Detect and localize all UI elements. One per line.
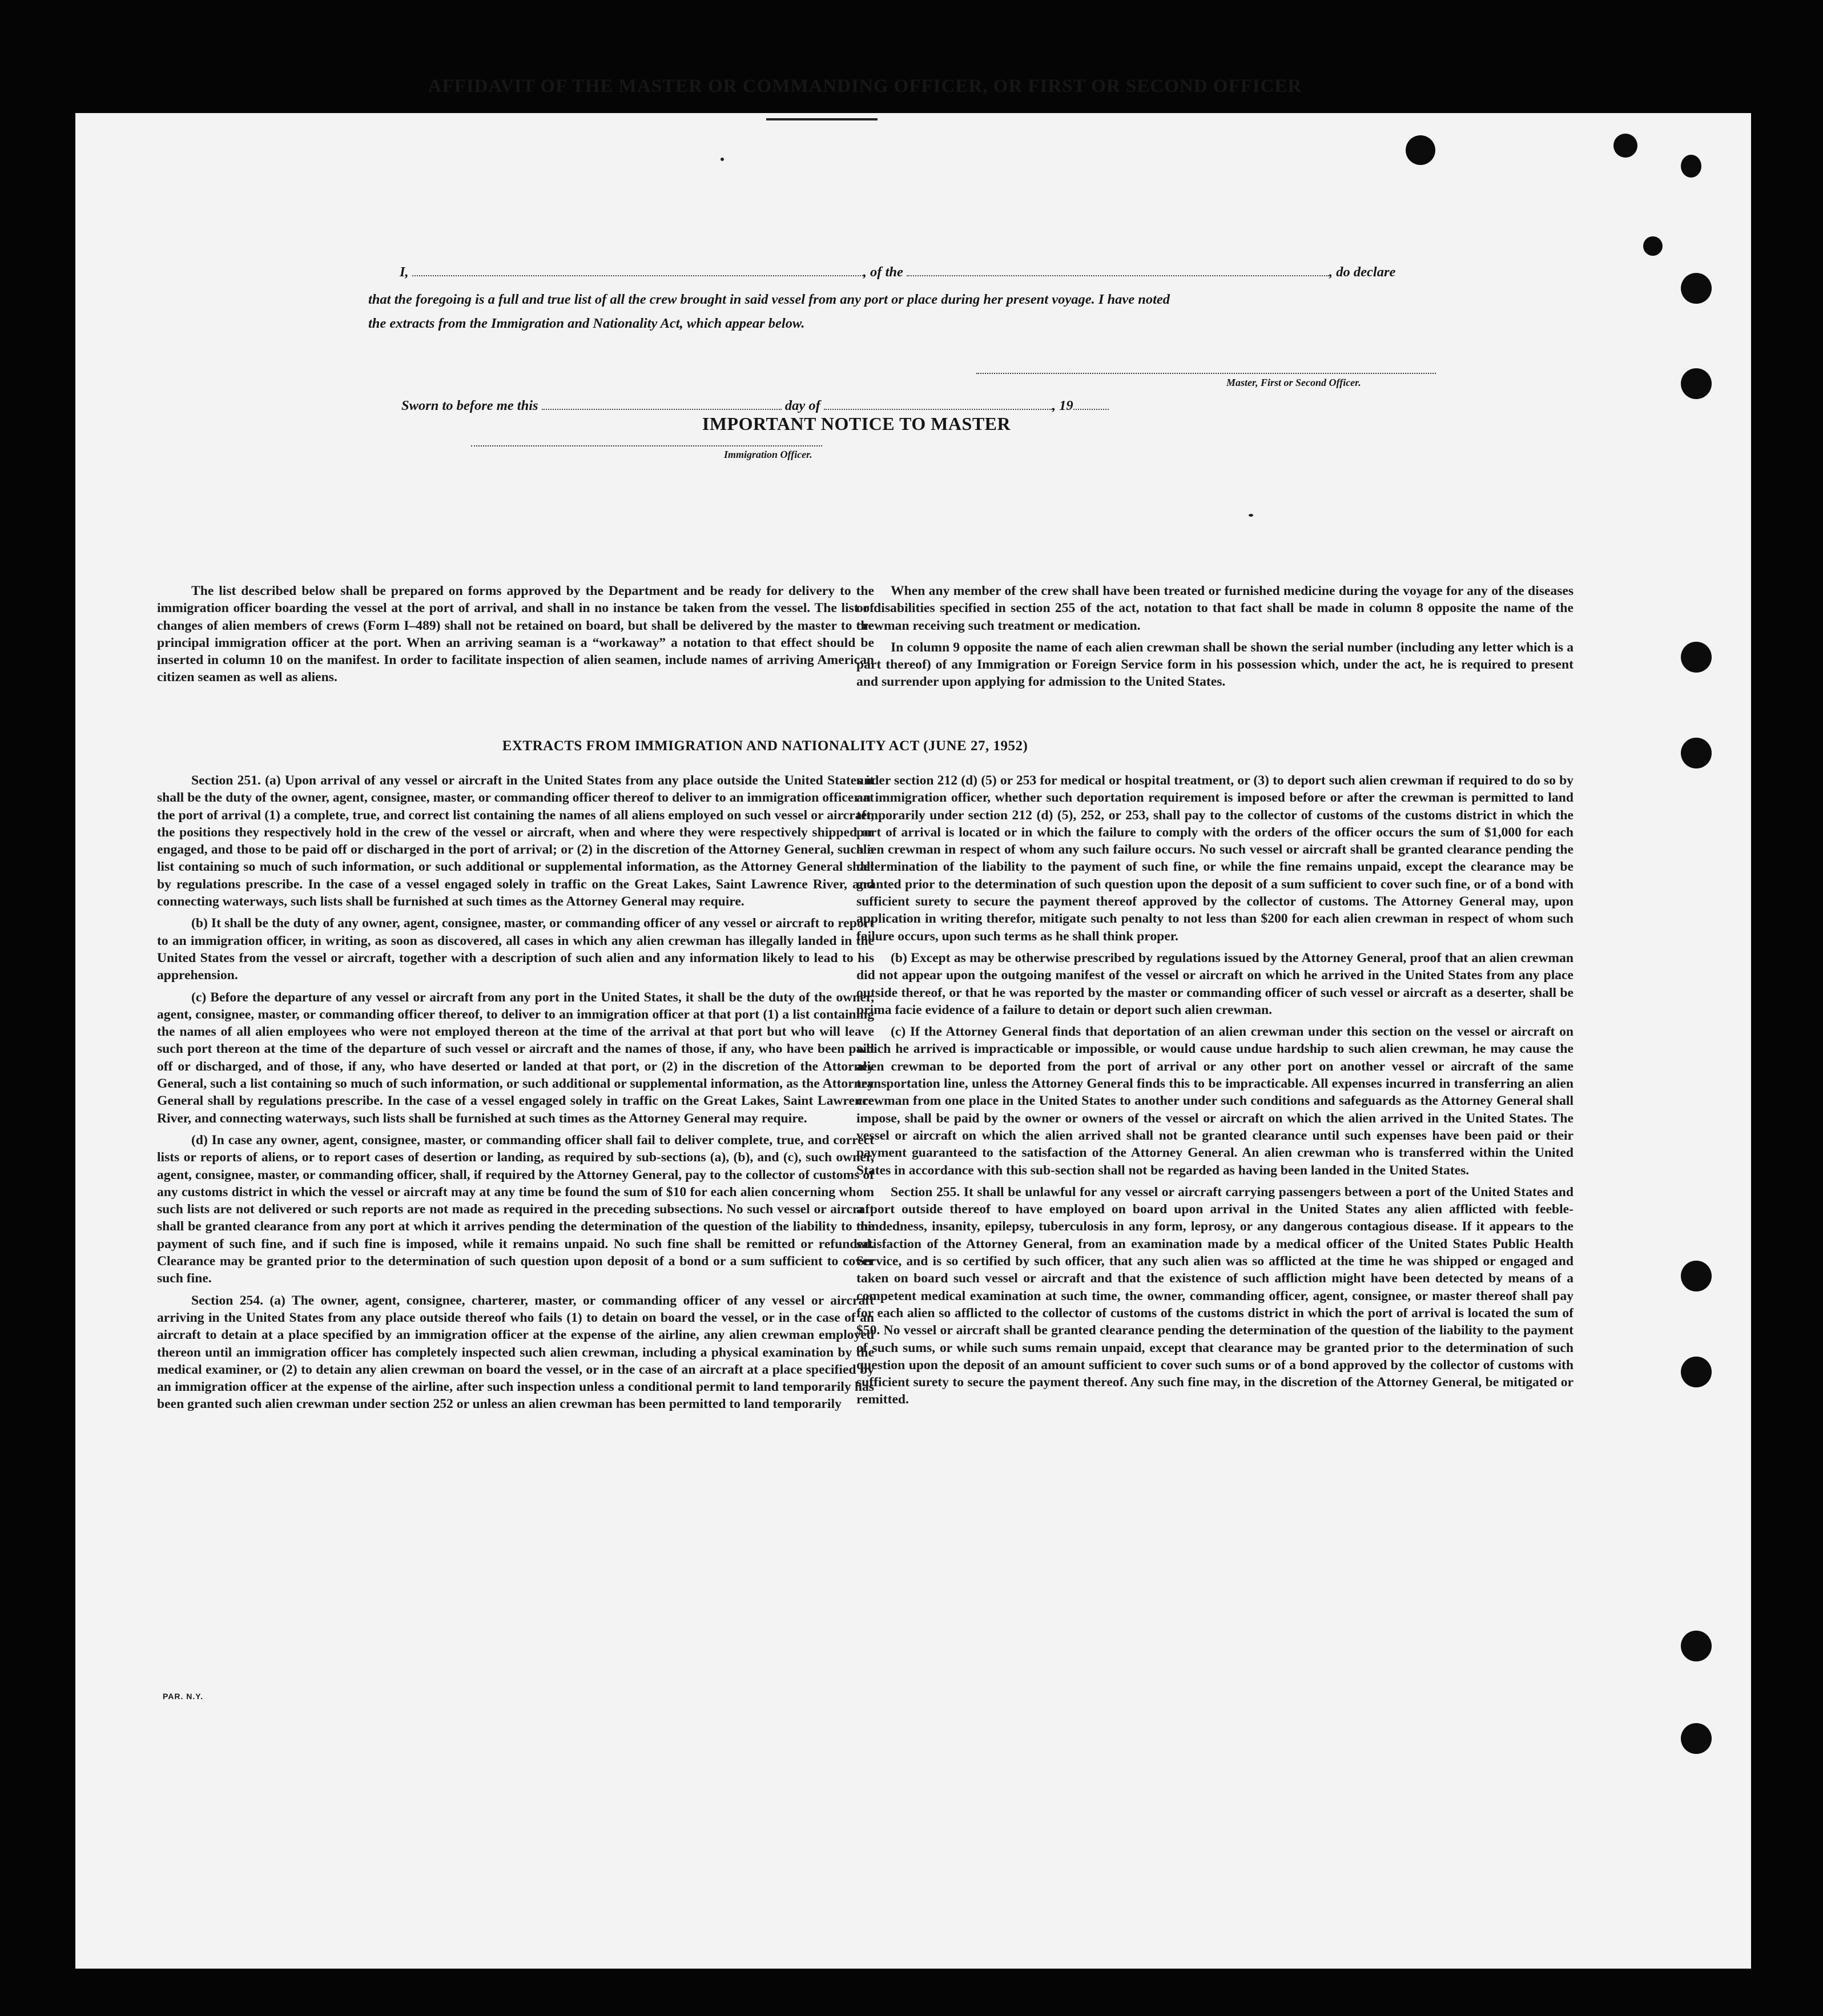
speck: [1249, 514, 1253, 517]
declaration-line-1: [400, 261, 1395, 283]
act-paragraph: (d) In case any owner, agent, consignee, master, or commanding officer shall fail to deliver complete, true, and correct lists or reports of aliens, or to report cases of desertion or landing, as required by sub-sections (a), (b), and (c), such owner, agent, consignee, master, or commanding officer, shall, if required by the Attorney General, pay to the collector of customs of any customs district in which the vessel or aircraft may at any time be found the sum of $10 for each alien concerning whom such lists are not delivered or such reports are not made as required in the preceding subsections. No such vessel or aircraft shall be granted clearance from any port at which it arrives pending the determination of the question of the liability to the payment of such fine, and if such fine is imposed, while it remains unpaid. No such fine shall be remitted or refunded. Clearance may be granted prior to the determination of such question upon deposit of a bond or a sum sufficient to cover such fine.: [157, 1132, 874, 1286]
notice-right-column: [856, 582, 1574, 695]
master-signature-line[interactable]: [976, 373, 1436, 374]
act-paragraph: (b) It shall be the duty of any owner, agent, consignee, master, or commanding officer of any vessel or aircraft to report to an immigration officer, in writing, as soon as discovered, all cases in which any alien crewman has illegally landed in the United States from the vessel or aircraft, together with a description of such alien and any information likely to lead to his apprehension.: [157, 916, 874, 983]
extracts-heading: EXTRACTS FROM IMMIGRATION AND NATIONALITY ACT (JUNE 27, 1952): [502, 738, 1028, 754]
binder-hole: [1681, 273, 1712, 304]
act-paragraph: Section 255. It shall be unlawful for any vessel or aircraft carrying passengers between a port of the United States and a port outside thereof to have employed on board upon arrival in the United States any alien afflicted with feeble-mindedness, insanity, epilepsy, tuberculosis in any form, leprosy, or any dangerous contagious disease. If it appears to the satisfaction of the Attorney General, from an examination made by a medical officer of the United States Public Health Service, and is so certified by such officer, that any such alien was so afflicted at the time he was shipped or engaged and taken on board such vessel or aircraft and that the existence of such affliction might have been detected by means of a competent medical examination at such time, the owner, commanding officer, agent, consignee, or master thereof shall pay for each alien so afflicted to the collector of customs of the customs district in which the port of arrival is located the sum of $50. No vessel or aircraft shall be granted clearance pending the determination of the question of the liability to the payment of such sums, or while such sums remain unpaid, except that clearance may be granted prior to the determination of such question upon the deposit of an amount sufficient to cover such sums or of a bond approved by the collector of customs with sufficient surety to secure the payment thereof. Any such fine may, in the discretion of the Attorney General, be mitigated or remitted.: [856, 1184, 1574, 1407]
binder-hole: [1613, 134, 1637, 158]
sworn-month-field[interactable]: [824, 409, 1052, 410]
act-paragraph: (b) Except as may be otherwise prescribed by regulations issued by the Attorney General, proof that an alien crewman did not appear upon the outgoing manifest of the vessel or aircraft on which he arrived in the United States from any place outside thereof, or that he was reported by the master or commanding officer of such vessel or aircraft as a deserter, shall be prima facie evidence of a failure to detain or deport such alien crewman.: [856, 950, 1574, 1017]
act-paragraph: under section 212 (d) (5) or 253 for medical or hospital treatment, or (3) to deport such alien crewman if required to do so by an immigration officer, whether such deportation requirement is imposed before or after the crewman is permitted to land temporarily under section 212 (d) (5), 252, or 253, shall pay to the collector of customs of the customs district in which the port of arrival is located or in which the failure to comply with the orders of the officer occurs the sum of $1,000 for each alien crewman in respect of whom any such failure occurs. No such vessel or aircraft shall be granted clearance pending the determination of the liability to the payment of such fine, or while the fine remains unpaid, except the clearance may be granted prior to the determination of such question upon the deposit of a sum sufficient to cover such fine, or of a bond with sufficient surety to secure the payment thereof approved by the collector of customs. The Attorney General may, upon application in writing therefor, mitigate such penalty to not less than $200 for each alien crewman in respect of whom such failure occurs, upon such terms as he shall think proper.: [856, 773, 1574, 944]
vessel-name-field[interactable]: [907, 275, 1329, 276]
act-paragraph: (c) Before the departure of any vessel or aircraft from any port in the United States, it shall be the duty of the owner, agent, consignee, master, or commanding officer thereof, to deliver to an immigration officer at that port (1) a list containing the names of all alien employees who were not employed thereon at the time of the arrival at that port but who will leave such port thereon at the time of the departure of such vessel or aircraft and the names of those, if any, who have been paid off or discharged, and of those, if any, who have deserted or landed at that port, or (2) in the discretion of the Attorney General, such a list containing so much of such information, or such additional or supplemental information, as the Attorney General shall by regulations prescribe. In the case of a vessel engaged solely in traffic on the Great Lakes, Saint Lawrence River, and connecting waterways, such lists shall be furnished at such times as the Attorney General may require.: [157, 989, 874, 1126]
year-prefix: , 19: [1052, 398, 1073, 413]
extracts-right-column: [856, 772, 1574, 1413]
declaration-i: I,: [400, 264, 409, 280]
declaration-of-the: , of the: [863, 264, 903, 280]
sworn-label: Sworn to before me this: [401, 398, 538, 413]
act-paragraph: (c) If the Attorney General finds that deportation of an alien crewman under this section on the vessel or aircraft on which he arrived is impracticable or impossible, or would cause undue hardship to such alien crewman, he may cause the alien crewman to be deported from the port of arrival or any other port on another vessel or aircraft of the same transportation line, unless the Attorney General finds this to be impracticable. All expenses incurred in transferring an alien crewman from one place in the United States to another under such conditions and safeguards as the Attorney General shall impose, shall be paid by the owner or owners of the vessel or aircraft on which the alien arrived in the United States. The vessel or aircraft on which the alien arrived shall not be granted clearance until such expenses have been paid or their payment guaranteed to the satisfaction of the Attorney General. An alien crewman who is transferred within the United States in accordance with this sub-section shall not be regarded as having been landed in the United States.: [856, 1024, 1574, 1178]
notice-paragraph: The list described below shall be prepared on forms approved by the Department and be ready for delivery to the immigration officer boarding the vessel at the port of arrival, and shall in no instance be taken from the vessel. The list of changes of alien members of crews (Form I–489) shall not be retained on board, but shall be delivered by the master to the principal immigration officer at the port. When an arriving seaman is a “workaway” a notation to that effect should be inserted in column 10 on the manifest. In order to facilitate inspection of alien seamen, include names of arriving American citizen seamen as well as aliens.: [157, 584, 874, 685]
notice-paragraph: When any member of the crew shall have been treated or furnished medicine during the voyage for any of the diseases or disabilities specified in section 255 of the act, notation to that fact shall be made in column 8 opposite the name of the crewman receiving such treatment or medication.: [856, 584, 1574, 633]
binder-hole: [1681, 642, 1712, 673]
sworn-day-field[interactable]: [542, 409, 782, 410]
declarant-name-field[interactable]: [412, 275, 863, 276]
binder-hole: [1681, 155, 1701, 178]
act-paragraph: Section 254. (a) The owner, agent, consignee, charterer, master, or commanding officer of any vessel or aircraft arriving in the United States from any place outside thereof who fails (1) to detain on board the vessel, or in the case of an aircraft to detain at a place specified by an immigration officer at the expense of the airline, any alien crewman employed thereon until an immigration officer has completely inspected such alien crewman, including a physical examination by the medical examiner, or (2) to detain any alien crewman on board the vessel, or in the case of an aircraft at a place specified by an immigration officer at the expense of the airline, after such inspection unless a conditional permit to land temporarily has been granted such alien crewman under section 252 or unless an alien crewman has been permitted to land temporarily: [157, 1293, 874, 1412]
binder-hole: [1681, 1631, 1712, 1661]
officer-signature-caption: Immigration Officer.: [724, 449, 812, 460]
master-signature-caption: Master, First or Second Officer.: [1226, 377, 1361, 388]
notice-heading: IMPORTANT NOTICE TO MASTER: [702, 413, 1011, 434]
binder-hole: [1681, 1357, 1712, 1387]
declaration-line-2: that the foregoing is a full and true list of all the crew brought in said vessel from any port or place during her present voyage. I have noted: [368, 292, 1170, 307]
binder-hole: [1681, 738, 1712, 768]
binder-hole: [1406, 135, 1435, 165]
binder-hole: [1643, 236, 1663, 256]
printer-tag: PAR. N.Y.: [163, 1692, 203, 1701]
day-of-label: day of: [784, 398, 820, 413]
binder-hole: [1681, 1723, 1712, 1754]
affidavit-title: AFFIDAVIT OF THE MASTER OR COMMANDING OFFICER, OR FIRST OR SECOND OFFICER: [428, 76, 1302, 96]
sworn-year-field[interactable]: [1073, 409, 1109, 410]
act-paragraph: Section 251. (a) Upon arrival of any vessel or aircraft in the United States from any place outside the United States it shall be the duty of the owner, agent, consignee, master, or commanding officer thereof to deliver to an immigration officer at the port of arrival (1) a complete, true, and correct list containing the names of all aliens employed on such vessel or aircraft, the positions they respectively hold in the crew of the vessel or aircraft, when and where they were respectively shipped or engaged, and those to be paid off or discharged in the port of arrival; or (2) in the discretion of the Attorney General, such a list containing so much of such information, or such additional or supplemental information, as the Attorney General shall by regulations prescribe. In the case of a vessel engaged solely in traffic on the Great Lakes, Saint Lawrence River, and connecting waterways, such lists shall be furnished at such times as the Attorney General may require.: [157, 773, 874, 910]
title-underline: [766, 118, 878, 120]
binder-hole: [1681, 368, 1712, 399]
notice-left-column: [157, 582, 874, 691]
notice-paragraph: In column 9 opposite the name of each alien crewman shall be shown the serial number (including any letter which is a part thereof) of any Immigration or Foreign Service form in his possession which, under the act, he is required to present and surrender upon applying for admission to the United States.: [856, 639, 1574, 690]
speck: [721, 158, 724, 161]
binder-hole: [1681, 1261, 1712, 1291]
extracts-left-column: [157, 772, 874, 1418]
declaration-do-declare: , do declare: [1329, 264, 1396, 280]
officer-signature-line[interactable]: [471, 445, 822, 446]
declaration-line-3: the extracts from the Immigration and Nationality Act, which appear below.: [368, 316, 805, 331]
